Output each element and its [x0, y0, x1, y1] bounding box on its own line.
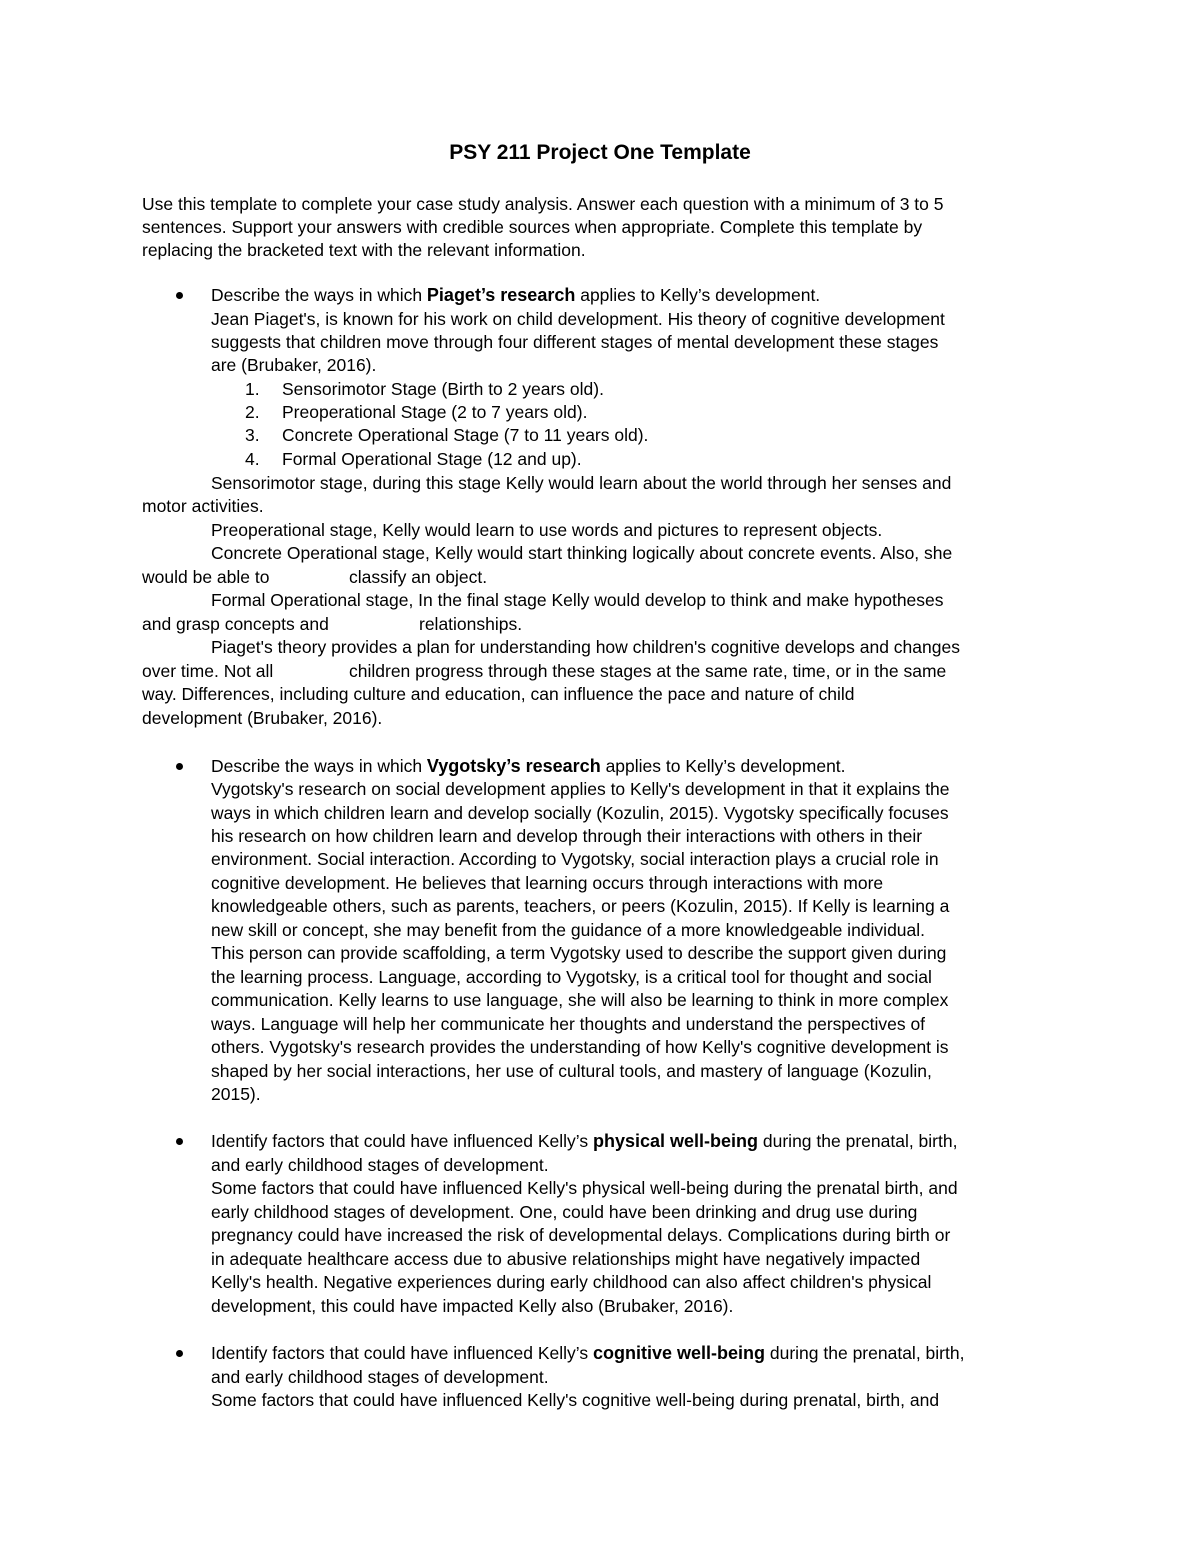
question-suffix: during the prenatal, birth,	[765, 1343, 965, 1363]
answer-line: shaped by her social interactions, her use of cultural tools, and mastery of language (Kozulin,	[211, 1061, 932, 1081]
paragraph-line: development (Brubaker, 2016).	[142, 708, 383, 728]
stage-number: 2.	[245, 402, 260, 422]
question-prefix: Describe the ways in which	[211, 756, 427, 776]
paragraph-line: and grasp concepts and	[142, 614, 329, 634]
question-suffix: applies to Kelly’s development.	[600, 756, 846, 776]
stage-number: 3.	[245, 425, 260, 445]
answer-line: new skill or concept, she may benefit from the guidance of a more knowledgeable individual.	[211, 920, 926, 940]
bullet-icon	[176, 1350, 183, 1357]
question-piaget	[211, 284, 820, 307]
paragraph-line: over time. Not all	[142, 661, 274, 681]
answer-line: ways. Language will help her communicate her thoughts and understand the perspectives of	[211, 1014, 926, 1034]
answer-line: in adequate healthcare access due to abusive relationships might have negatively impacted	[211, 1249, 921, 1269]
answer-line: others. Vygotsky's research provides the understanding of how Kelly's cognitive development is	[211, 1037, 949, 1057]
paragraph-line: Formal Operational stage, In the final stage Kelly would develop to think and make hypotheses	[211, 590, 944, 610]
question-physical	[211, 1130, 957, 1153]
answer-line: pregnancy could have increased the risk of developmental delays. Complications during birth or	[211, 1225, 951, 1245]
bullet-icon	[176, 292, 183, 299]
paragraph-line: classify an object.	[349, 567, 488, 587]
page-title: PSY 211 Project One Template	[449, 141, 751, 164]
paragraph-line: children progress through these stages at the same rate, time, or in the same	[349, 661, 947, 681]
answer-line: the learning process. Language, according to Vygotsky, is a critical tool for thought and social	[211, 967, 932, 987]
paragraph-line: Piaget's theory provides a plan for understanding how children's cognitive develops and changes	[211, 637, 960, 657]
answer-line: knowledgeable others, such as parents, teachers, or peers (Kozulin, 2015). If Kelly is learning a	[211, 896, 950, 916]
stage-text: Formal Operational Stage (12 and up).	[282, 449, 582, 469]
question-suffix: applies to Kelly’s development.	[575, 285, 821, 305]
answer-line: environment. Social interaction. According to Vygotsky, social interaction plays a crucial role in	[211, 849, 939, 869]
answer-line: communication. Kelly learns to use language, she will also be learning to think in more complex	[211, 990, 949, 1010]
answer-line: Vygotsky's research on social development applies to Kelly's development in that it explains the	[211, 779, 950, 799]
answer-line: are (Brubaker, 2016).	[211, 355, 377, 375]
question-prefix: Describe the ways in which	[211, 285, 427, 305]
question-keyword: Vygotsky’s research	[426, 756, 601, 776]
bullet-icon	[176, 1138, 183, 1145]
question-prefix: Identify factors that could have influenced Kelly’s	[211, 1131, 593, 1151]
question-keyword: physical well-being	[592, 1131, 759, 1151]
stage-number: 4.	[245, 449, 260, 469]
answer-line: Jean Piaget's, is known for his work on child development. His theory of cognitive development	[211, 309, 945, 329]
answer-line: early childhood stages of development. One, could have been drinking and drug use during	[211, 1202, 918, 1222]
paragraph-line: way. Differences, including culture and education, can influence the pace and nature of child	[142, 684, 855, 704]
intro-line: sentences. Support your answers with credible sources when appropriate. Complete this template by	[142, 217, 923, 237]
question-line: and early childhood stages of development.	[211, 1367, 549, 1387]
question-suffix: during the prenatal, birth,	[758, 1131, 958, 1151]
stage-number: 1.	[245, 379, 260, 399]
question-prefix: Identify factors that could have influenced Kelly’s	[211, 1343, 593, 1363]
answer-line: Kelly's health. Negative experiences during early childhood can also affect children's physical	[211, 1272, 932, 1292]
question-keyword: Piaget’s research	[426, 285, 576, 305]
question-cognitive	[211, 1342, 964, 1365]
stage-text: Concrete Operational Stage (7 to 11 years old).	[282, 425, 649, 445]
paragraph-line: motor activities.	[142, 496, 264, 516]
answer-line: his research on how children learn and develop through their interactions with others in their	[211, 826, 923, 846]
question-vygotsky	[211, 755, 846, 778]
question-keyword: cognitive well-being	[592, 1343, 766, 1363]
intro-line: Use this template to complete your case study analysis. Answer each question with a minimum of 3 to 5	[142, 194, 944, 214]
paragraph-line: would be able to	[142, 567, 270, 587]
answer-line: 2015).	[211, 1084, 261, 1104]
intro-line: replacing the bracketed text with the relevant information.	[142, 240, 586, 260]
question-line: and early childhood stages of development.	[211, 1155, 549, 1175]
paragraph-line: Preoperational stage, Kelly would learn to use words and pictures to represent objects.	[211, 520, 883, 540]
answer-line: cognitive development. He believes that learning occurs through interactions with more	[211, 873, 884, 893]
stage-text: Preoperational Stage (2 to 7 years old).	[282, 402, 588, 422]
paragraph-line: Concrete Operational stage, Kelly would start thinking logically about concrete events. Also, she	[211, 543, 953, 563]
answer-line: Some factors that could have influenced Kelly's physical well-being during the prenatal birth, and	[211, 1178, 958, 1198]
paragraph-line: Sensorimotor stage, during this stage Kelly would learn about the world through her senses and	[211, 473, 952, 493]
paragraph-line: relationships.	[419, 614, 523, 634]
answer-line: suggests that children move through four different stages of mental development these stages	[211, 332, 939, 352]
bullet-icon	[176, 763, 183, 770]
answer-line: This person can provide scaffolding, a term Vygotsky used to describe the support given during	[211, 943, 947, 963]
answer-line: ways in which children learn and develop socially (Kozulin, 2015). Vygotsky specifically focuses	[211, 803, 949, 823]
answer-line: Some factors that could have influenced Kelly's cognitive well-being during prenatal, birth, and	[211, 1390, 940, 1410]
answer-line: development, this could have impacted Kelly also (Brubaker, 2016).	[211, 1296, 734, 1316]
stage-text: Sensorimotor Stage (Birth to 2 years old).	[282, 379, 604, 399]
